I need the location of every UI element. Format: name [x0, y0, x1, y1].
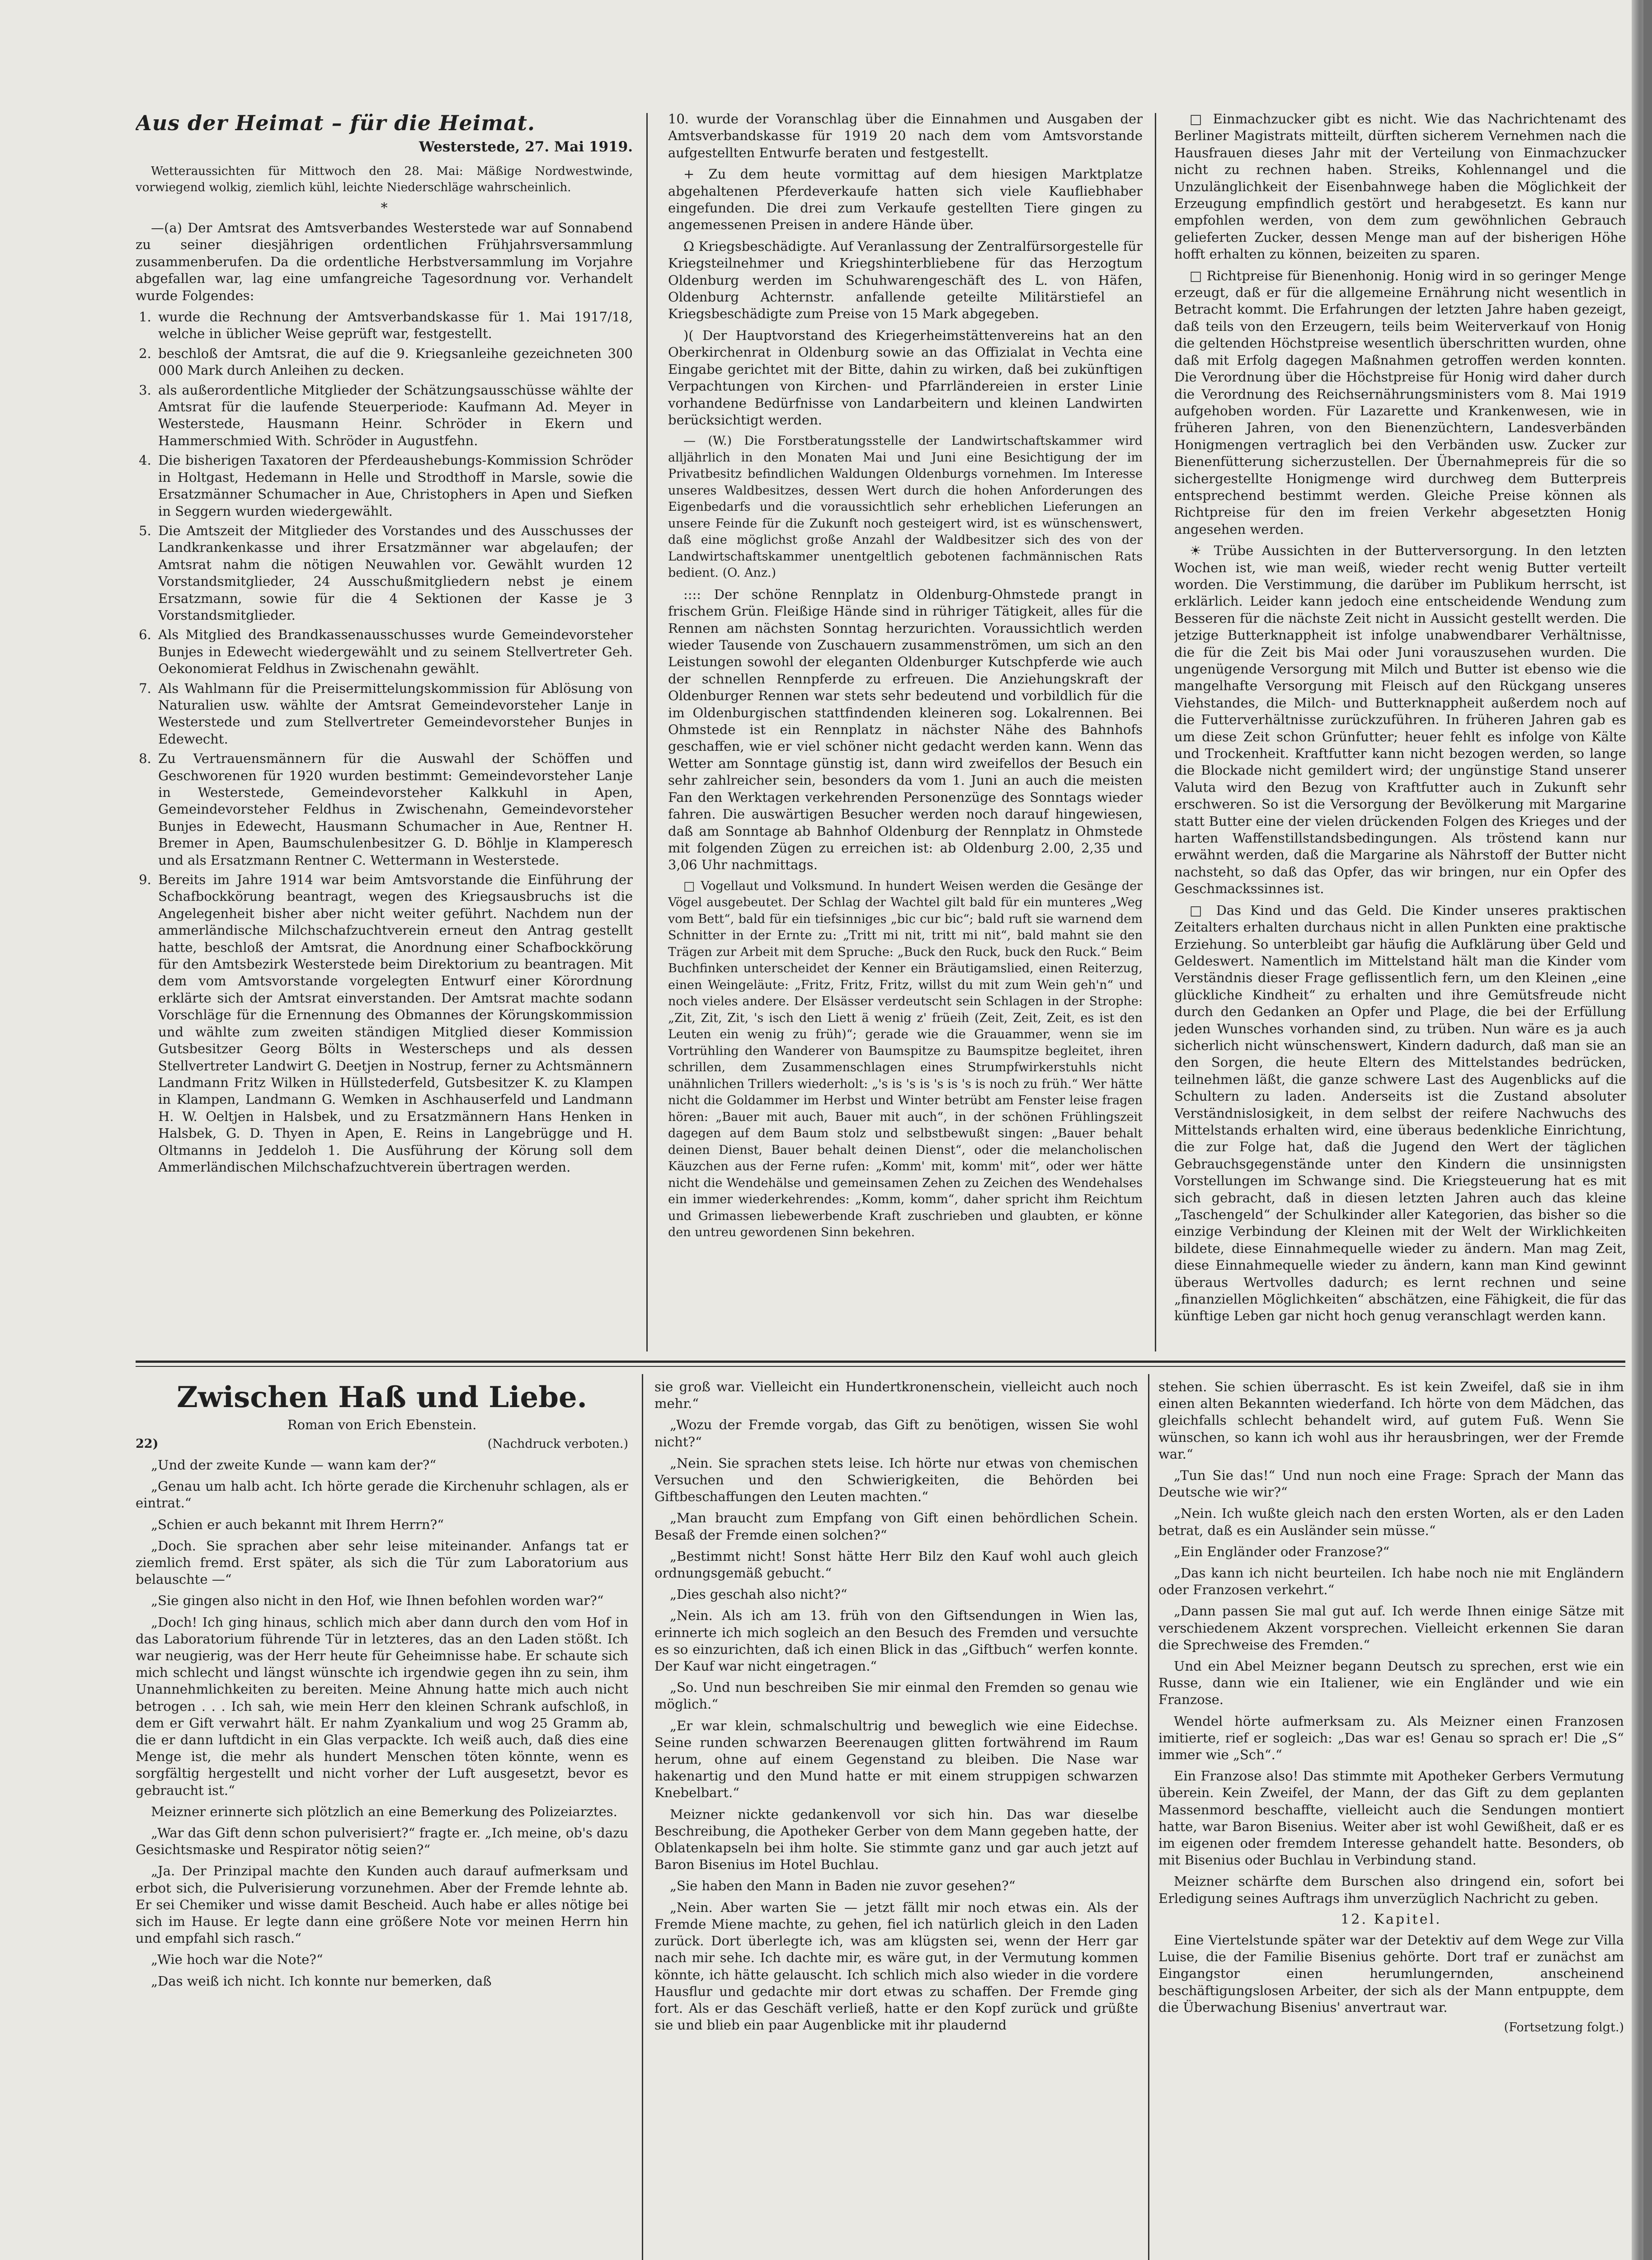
story-paragraph: „Tun Sie das!“ Und nun noch eine Frage: Sprach der Mann das Deutsche wie wir?“ — [1158, 1468, 1624, 1500]
agenda-item: 3. als außerordentliche Mitglieder der Schätzungsausschüsse wählte der Amtsrat für die laufende Steuerperiode: Kaufmann Ad. Meyer in Westerstede, Hausmann Heinr. Schröder in Ekern und Hammerschmied With. Schröder in Augustfehn. — [155, 382, 633, 450]
column-divider — [646, 113, 648, 1351]
article-butterversorgung: ☀ Trübe Aussichten in der Butterversorgung. In den letzten Wochen ist, wie man weiß, wieder recht wenig Butter verteilt worden. Die Verstimmung, die darüber im Publikum herrscht, ist erklärlich. Leider kann jedoch eine entscheidende Wendung zum Besseren für die nächste Zeit nicht in Aussicht gestellt werden. Die jetzige Butterknappheit ist infolge unabwendbarer Verhältnisse, die für die Zeit bis Mai oder Juni vorauszusehen wurden. Die ungenügende Versorgung mit Milch und Butter ist ebenso wie die mangelhafte Versorgung mit Fleisch auf den Rückgang unseres Viehstandes, die Milch- und Butterknappheit außerdem noch auf die Futterverhältnisse zurückzuführen. In früheren Jahren gab es um diese Zeit schon Grünfutter; heuer fehlt es infolge von Kälte und Trockenheit. Kraftfutter kann nicht bezogen werden, so lange die Blockade nicht gemildert wird; der ungünstige Stand unserer Valuta wird den Bezug von Kraftfutter auch in Zukunft sehr erschweren. So ist die Versorgung der Bevölkerung mit Margarine statt Butter eine der vielen drückenden Folgen des Krieges und der harten Waffenstillstandsbedingungen. Als tröstend kann nur erwähnt werden, daß die Margarine als Nährstoff der Butter nicht nachsteht, so daß das Opfer, das wir bringen, nur ein Opfer des Geschmackssinnes ist. — [1174, 543, 1626, 897]
story-paragraph: „Bestimmt nicht! Sonst hätte Herr Bilz den Kauf wohl auch gleich ordnungsgemäß gebucht.“ — [654, 1548, 1138, 1581]
agenda-item: 7. Als Wahlmann für die Preisermittelungskommission für Ablösung von Naturalien usw. wählte der Amtsrat Gemeindevorsteher Lanje in Westerstede und zum Stellvertreter Gemeindevorsteher Bunjes in Edewecht. — [155, 680, 633, 748]
story-paragraph: „So. Und nun beschreiben Sie mir einmal den Fremden so genau wie möglich.“ — [654, 1680, 1138, 1712]
story-paragraph: „Ja. Der Prinzipal machte den Kunden auch darauf aufmerksam und erbot sich, die Pulverisierung vorzunehmen. Aber der Fremde lehnte ab. Er sei Chemiker und wisse damit Bescheid. Auch habe er alles nötige bei sich im Hause. Er legte dann eine größere Note vor meinen Herrn hin und empfahl sich rasch.“ — [136, 1863, 628, 1946]
story-paragraph: Meizner erinnerte sich plötzlich an eine Bemerkung des Polizeiarztes. — [151, 1803, 617, 1819]
weather-report: Wetteraussichten für Mittwoch den 28. Mai: Mäßige Nordwestwinde, vorwiegend wolkig, ziemlich kühl, leichte Niederschläge wahrscheinlich. — [136, 165, 633, 194]
agenda-item: 2. beschloß der Amtsrat, die auf die 9. Kriegsanleihe gezeichneten 300 000 Mark durch Anleihen zu decken. — [155, 345, 633, 379]
article-bienenhonig: □ Richtpreise für Bienenhonig. Honig wird in so geringer Menge erzeugt, daß er für die allgemeine Ernährung nicht wesentlich in Betracht kommt. Die Erfahrungen der letzten Jahre haben gezeigt, daß teils von den Erzeugern, teils beim Weiterverkauf von Honig die geltenden Höchstpreise wesentlich überschritten wurden, ohne daß mit Erfolg dagegen Maßnahmen getroffen werden konnten. Die Verordnung über die Höchstpreise für Honig wird daher durch die Verordnung des Reichsernährungsministers vom 8. Mai 1919 aufgehoben worden. Für Lazarette und Krankenwesen, wie in früheren Jahren, von den Bienenzüchtern, Landesverbänden Honigmengen vertraglich bei den Verbänden usw. Zucker zur Bienenfütterung sicherzustellen. Der Übernahmepreis für die so sichergestellte Honigmenge wird durchweg dem Butterpreis entsprechend bestimmt werden. Gleiche Preise können als Richtpreise für den im freien Verkehr abgesetzten Honig angesehen werden. — [1174, 268, 1626, 537]
story-paragraph: „Sie gingen also nicht in den Hof, wie Ihnen befohlen worden war?“ — [151, 1593, 604, 1609]
story-paragraph: Eine Viertelstunde später war der Detektiv auf dem Wege zur Villa Luise, die der Familie Bisenius gehörte. Dort traf er zunächst am Eingangstor einen herumlungernden, anscheinend beschäftigungslosen Arbeiter, der sich als der Mann entpuppte, dem die Überwachung Bisenius' anvertraut war. — [1158, 1932, 1624, 2015]
story-paragraph: „Genau um halb acht. Ich hörte gerade die Kirchenuhr schlagen, als er eintrat.“ — [136, 1478, 628, 1511]
amtsrat-intro: —(a) Der Amtsrat des Amtsverbandes Westerstede war auf Sonnabend zu seiner diesjährigen ordentlichen Frühjahrsversammlung zusammenberufen. Da die ordentliche Herbstversammlung im Vorjahre abgefallen war, lag eine umfangreiche Tagesordnung vor. Verhandelt wurde Folgendes: — [136, 220, 633, 303]
story-paragraph: Wendel hörte aufmerksam zu. Als Meizner einen Franzosen imitierte, rief er sogleich: „Das war es! Genau so sprach er! Die „S“ immer wie „Sch“.“ — [1158, 1713, 1624, 1763]
story-title: Zwischen Haß und Liebe. — [177, 1380, 587, 1414]
story-author: Roman von Erich Ebenstein. — [287, 1417, 477, 1432]
story-paragraph: Ein Franzose also! Das stimmte mit Apotheker Gerbers Vermutung überein. Kein Zweifel, der Mann, der das Gift zu dem geplanten Massenmord beschaffte, vielleicht auch die Sendungen montiert hatte, war Baron Bisenius. Weiter aber ist wohl Gewißheit, daß er es im eigenen oder fremdem Interesse gehandelt hatte. Besonders, ob mit Bisenius oder Buchlau in Verbindung stand. — [1158, 1768, 1624, 1868]
article-vogellaut: □ Vogellaut und Volksmund. In hundert Weisen werden die Gesänge der Vögel ausgebeutet. Der Schlag der Wachtel gilt bald für ein munteres „Weg vom Bett“, bald für ein tiefsinniges „bic cur bic“; bald ruft sie warnend dem Schnitter in der Ernte zu: „Tritt mi nit, tritt mi nit“, bald mahnt sie den Trägen zur Arbeit mit dem Spruche: „Buck den Ruck, buck den Ruck.“ Beim Buchfinken unterscheidet der Kenner ein Bräutigamslied, einen Reiterzug, einen Weingeläute: „Fritz, Fritz, Fritz, willst du mit zum Wein geh'n“ und noch vieles andere. Der Elsässer verdeutscht sein Schlagen in der Strophe: „Zit, Zit, Zit, 's isch den Liett ä wenig z' früeih (Zeit, Zeit, Zeit, es ist den Leuten ein wenig zu früh)“; gerade wie die Grauammer, wenn sie im Vortrühling den Wanderer von Baumspitze zu Baumspitze begleitet, ihren schrillen, dem Zusammenschlagen eines Strumpfwirkerstuhls nicht unähnlichen Trillers wiederholt: „'s is 's is 's is 's is noch zu früh.“ Wer hätte nicht die Goldammer im Herbst und Winter betrübt am Fenster leise fragen hören: „Bauer mit auch, Bauer mit auch“, in der schönen Frühlingszeit dagegen auf dem Baum stolz und selbstbewußt singen: „Bauer behalt deinen Dienst, Bauer behalt deinen Dienst“, oder die melancholischen Käuzchen aus der Ferne rufen: „Komm' mit, komm' mit“, oder wer hätte nicht die Wendehälse und gemeinsamen Zehen zu Zeichen des Wendehalses ein immer wiederkehrendes: „Komm, komm“, daher spricht ihm Reichtum und Grimassen liebewerbende Kraft zuschrieben und glaubten, er könne den untreu gewordenen Sinn bekehren. — [668, 879, 1143, 1240]
story-paragraph: „Wozu der Fremde vorgab, das Gift zu benötigen, wissen Sie wohl nicht?“ — [654, 1417, 1138, 1450]
column-news-3 — [1174, 111, 1626, 1358]
agenda-item: 4. Die bisherigen Taxatoren der Pferdeaushebungs-Kommission Schröder in Holtgast, Hedemann in Helle und Strodthoff in Marsle, sowie die Ersatzmänner Schumacher in Aue, Christophers in Apen und Siefken in Seggern wurden wiedergewählt. — [155, 452, 633, 520]
agenda-item: 5. Die Amtszeit der Mitglieder des Vorstandes und des Ausschusses der Landkrankenkasse und ihrer Ersatzmänner war abgelaufen; der Amtsrat nahm die nötigen Neuwahlen vor. Gewählt wurden 12 Vorstandsmitglieder, 24 Ausschußmitgliedern nebst je einem Ersatzmann, sowie für die 4 Sektionen der Kasse je 3 Vorstandsmitglieder. — [155, 523, 633, 624]
story-paragraph: Meizner nickte gedankenvoll vor sich hin. Das war dieselbe Beschreibung, die Apotheker Gerber von dem Mann gegeben hatte, der Oblatenkapseln bei ihm holte. Sie stimmte ganz und gar auch jetzt auf Baron Bisenius im Hotel Buchlau. — [654, 1806, 1138, 1873]
agenda-item: 6. Als Mitglied des Brandkassenausschusses wurde Gemeindevorsteher Bunjes in Edewecht wiedergewählt und zu seinem Stellvertreter Geh. Oekonomierat Feldhus in Zwischenahn gewählt. — [155, 626, 633, 677]
story-paragraph: „Nein. Aber warten Sie — jetzt fällt mir noch etwas ein. Als der Fremde Miene machte, zu gehen, fiel ich natürlich gleich in den Laden zurück. Dort überlegte ich, was am klügsten sei, wenn der Herr gar nach mir sehe. Ich dachte mir, es wäre gut, in der Vermutung kommen könnte, ich hätte gelauscht. Ich schlich mich also wieder in die vordere Hausflur und gedachte mir dort etwas zu schaffen. Der Fremde ging fort. Als er das Geschäft verließ, hatte er den Kopf zurück und grüßte sie und blieb ein paar Augenblicke mit ihr plaudernd — [654, 1899, 1138, 2033]
continuation-note: (Fortsetzung folgt.) — [1504, 2020, 1624, 2034]
agenda-list — [136, 309, 633, 1176]
story-paragraph: Meizner schärfte dem Burschen also dringend ein, sofort bei Erledigung seines Auftrags ihm unverzüglich Nachricht zu geben. — [1158, 1874, 1624, 1906]
column-divider — [642, 1374, 643, 2260]
agenda-item-10: 10. wurde der Voranschlag über die Einnahmen und Ausgaben der Amtsverbandskasse für 1919 20 nach dem vom Amtsvorstande aufgestellten Entwurfe beraten und festgestellt. — [668, 111, 1143, 160]
story-paragraph: „Doch. Sie sprachen aber sehr leise miteinander. Anfangs tat er ziemlich fremd. Erst später, als sich die Tür zum Laboratorium aus belauschte —“ — [136, 1538, 628, 1587]
dateline: Westerstede, 27. Mai 1919. — [419, 139, 633, 155]
story-paragraph: „Und der zweite Kunde — wann kam der?“ — [151, 1457, 437, 1473]
agenda-item: 9. Bereits im Jahre 1914 war beim Amtsvorstande die Einführung der Schafbockkörung beantragt, wegen des Kriegsausbruchs ist die Angelegenheit bisher aber nicht weiter geführt. Nachdem nun der ammerländische Milchschafzuchtverein erneut den Antrag gestellt hatte, beschloß der Amtsrat, die Anordnung einer Schafbockkörung für den Amtsbezirk Westerstede beim Direktorium zu beantragen. Mit dem vom Amtsvorstande vorgelegten Entwurf einer Körordnung erklärte sich der Amtsrat einverstanden. Der Amtsrat machte sodann Vorschläge für die Ernennung des Obmannes der Körungskommission und wählte zum zweiten ständigen Mitglied dieser Kommission Gutsbesitzer Georg Bölts in Westerscheps und als dessen Stellvertreter Landwirt G. Deetjen in Nostrup, ferner zu Achtsmännern Landmann Fritz Wilken in Hüllstederfeld, Gutsbesitzer K. zu Klampen in Klampen, Landmann G. Wemken in Aschhauserfeld und Landmann H. W. Oeltjen in Halsbek, und zu Ersatzmännern Hans Henken in Halsbek, G. D. Thyen in Apen, E. Reins in Langebrügge und H. Oltmanns in Jeddeloh 1. Die Ausführung der Körung soll dem Ammerländischen Milchschafzuchtverein übertragen werden. — [155, 871, 633, 1176]
story-paragraph: „Dann passen Sie mal gut auf. Ich werde Ihnen einige Sätze mit verschiedenem Akzent vorsprechen. Vielleicht erkennen Sie daran die Sprechweise des Fremden.“ — [1158, 1603, 1624, 1653]
story-paragraph: Und ein Abel Meizner begann Deutsch zu sprechen, erst wie ein Russe, dann wie ein Italiener, wie ein Engländer und wie ein Franzose. — [1158, 1658, 1624, 1708]
column-divider — [1155, 113, 1156, 1351]
story-paragraph: „Wie hoch war die Note?“ — [151, 1952, 323, 1968]
story-paragraph: „Doch! Ich ging hinaus, schlich mich aber dann durch den vom Hof in das Laboratorium führende Tür in letzteres, das an den Laden stößt. Ich war neugierig, was der Herr heute für Geheimnisse habe. Er schaute sich mich schlecht und längst wünschte ich irgendwie gegen ihn zu sein, ihm Unannehmlichkeiten zu bereiten. Meine Ahnung hatte mich auch nicht betrogen . . . Ich sah, wie mein Herr den kleinen Schrank aufschloß, in dem er Gift verwahrt hält. Er nahm Zyankalium und wog 25 Gramm ab, die er dann luftdicht in ein Glas verpackte. Ich weiß auch, daß dies eine Menge ist, die mehr als hundert Menschen töten könnte, wenn es sorgfältig hergestellt und nicht vorher der Luft ausgesetzt, bevor es gebraucht ist.“ — [136, 1614, 628, 1798]
column-heimat — [136, 111, 633, 1358]
story-paragraph: „Nein. Sie sprachen stets leise. Ich hörte nur etwas von chemischen Versuchen und den Schwierigkeiten, die Behörden bei Giftbeschaffungen den Leuten machten.“ — [654, 1455, 1138, 1505]
story-paragraph: „Man braucht zum Empfang von Gift einen behördlichen Schein. Besaß der Fremde einen solchen?“ — [654, 1510, 1138, 1543]
story-paragraph: „War das Gift denn schon pulverisiert?“ fragte er. „Ich meine, ob's dazu Gesichtsmaske und Respirator nötig seien?“ — [136, 1825, 628, 1858]
story-column-2 — [654, 1379, 1138, 2260]
article-kind-geld: □ Das Kind und das Geld. Die Kinder unseres praktischen Zeitalters erhalten durchaus nicht in allen Punkten eine praktische Erziehung. So unterbleibt gar häufig die Aufklärung über Geld und Geldeswert. Namentlich im Mittelstand hält man die Kinder vom Verständnis dieser Frage geflissentlich fern, um den Kleinen „eine glückliche Kindheit“ zu erhalten und ihre Gemütsfreude nicht durch den Gedanken an Opfer und Plage, die bei der Erfüllung jeden Wunsches vorhanden sind, zu trüben. Nun wäre es ja auch sicherlich nicht wünschenswert, Kindern dadurch, daß man sie an den Sorgen, die heute Eltern des Mittelstandes bedrücken, teilnehmen läßt, die ganze schwere Last des Augenblicks auf die Schultern zu laden. Anderseits ist die Zustand absoluter Verständnislosigkeit, in dem selbst der reifere Nachwuchs des Mittelstands erhalten wird, eine überaus bedenkliche Einrichtung, die zur Folge hat, daß die Jugend den Wert der täglichen Gebrauchsgegenstände unter den Kindern die unsinnigsten Vorstellungen im Schwange sind. Die Kriegsteuerung hat es mit sich gebracht, daß in diesen letzten Jahren auch das kleine „Taschengeld“ der Schulkinder aller Kategorien, das bisher so die einzige Verbindung der Kleinen mit der Welt der Wirklichkeiten bildete, diese Einnahmequelle wieder zu ändern. Man mag Zeit, diese Einnahmequelle wieder zu ändern, kann man Kind gewinnt überaus Wertvolles dadurch; es lernt rechnen und seine „finanziellen Möglichkeiten“ abschätzen, eine Fähigkeit, die für das künftige Leben gar nicht hoch genug veranschlagt werden kann. — [1174, 902, 1626, 1324]
story-paragraph: „Nein. Ich wußte gleich nach den ersten Worten, als er den Laden betrat, daß es ein Ausländer sein müsse.“ — [1158, 1506, 1624, 1538]
agenda-item: 1. wurde die Rechnung der Amtsverbandskasse für 1. Mai 1917/18, welche in üblicher Weise geprüft war, festgestellt. — [155, 309, 633, 343]
article-kriegerheimstaetten: )( Der Hauptvorstand des Kriegerheimstättenvereins hat an den Oberkirchenrat in Oldenburg sowie an das Offizialat in Vechta eine Eingabe gerichtet mit der Bitte, dahin zu wirken, daß bei zukünftigen Verpachtungen von Kirchen- und Pfarrländereien in erster Linie vorhandene Bedürfnisse von Landarbeitern und kleinen Landwirten berücksichtigt werden. — [668, 327, 1143, 428]
story-paragraph: „Das kann ich nicht beurteilen. Ich habe noch nie mit Engländern oder Franzosen verkehrt.“ — [1158, 1565, 1624, 1598]
article-einmachzucker: □ Einmachzucker gibt es nicht. Wie das Nachrichtenamt des Berliner Magistrats mitteilt, dürften sicherem Vernehmen nach die Hausfrauen dieses Jahr mit der Verteilung von Einmachzucker nicht zu rechnen haben. Streiks, Kohlennangel und die Unzulänglichkeit der Eisenbahnwege haben die Möglichkeit der Erzeugung empfindlich gestört und herabgesetzt. Es kann nur empfohlen werden, von dem zum gewöhnlichen Gebrauch gelieferten Zucker, dessen Menge man auf der bisherigen Höhe hofft erhalten zu können, beizeiten zu sparen. — [1174, 111, 1626, 262]
chapter-heading: 12. Kapitel. — [1341, 1911, 1442, 1927]
story-paragraph: „Nein. Als ich am 13. früh von den Giftsendungen in Wien las, erinnerte ich mich sogleich an den Besuch des Fremden und versuchte es so einzurichten, daß ich einen Blick in das „Giftbuch“ werfen konnte. Der Kauf war nicht eingetragen.“ — [654, 1608, 1138, 1674]
story-paragraph: stehen. Sie schien überrascht. Es ist kein Zweifel, daß sie in ihm einen alten Bekannten wiederfand. Ich hörte von dem Mädchen, das gleichfalls schlecht behandelt wird, auf gutem Fuß. Wenn Sie wünschen, so kann ich wohl aus ihr herausbringen, wer der Fremde war.“ — [1158, 1379, 1624, 1462]
story-paragraph: „Dies geschah also nicht?“ — [670, 1587, 847, 1602]
story-paragraph: „Ein Engländer oder Franzose?“ — [1174, 1544, 1390, 1559]
section-rule-thin — [136, 1366, 1625, 1367]
article-pferdeverkauf: + Zu dem heute vormittag auf dem hiesigen Marktplatze abgehaltenen Pferdeverkaufe hatten sich viele Kaufliebhaber eingefunden. Die drei zum Verkaufe gestellten Tiere gingen zu angemessenen Preisen in andere Hände über. — [668, 166, 1143, 233]
article-kriegsbeschaedigte: Ω Kriegsbeschädigte. Auf Veranlassung der Zentralfürsorgestelle für Kriegsteilnehmer und Kriegshinterbliebene für das Herzogtum Oldenburg werden im Schuhwarengeschäft des L. von Häfen, Oldenburg Achternstr. anfallende geteilte Militärstiefel an Kriegsbeschädigte zum Preise von 15 Mark abgegeben. — [668, 238, 1143, 322]
article-rennplatz: :::: Der schöne Rennplatz in Oldenburg-Ohmstede prangt in frischem Grün. Fleißige Hände sind in rühriger Tätigkeit, alles für die Rennen am nächsten Sonntag herzurichten. Voraussichtlich werden wieder Tausende von Zuschauern zusammenströmen, um sich an den Leistungen sowohl der eleganten Oldenburger Kutschpferde wie auch der schnellen Rennpferde zu erfreuen. Die Anziehungskraft der Oldenburger Rennen war stets sehr bedeutend und vorbildlich für die im Oldenburgischen stattfindenden kleineren sog. Lokalrennen. Bei Ohmstede ist ein Rennplatz in nächster Nähe des Bahnhofs geschaffen, wie er viel schöner nicht gedacht werden kann. Wenn das Wetter am Sonntage günstig ist, dann wird zweifellos der Besuch ein sehr zahlreicher sein, besonders da vom 1. Juni an auch die meisten Fan den Werktagen verkehrenden Personenzüge des Sonntags wieder fahren. Die auswärtigen Besucher werden noch darauf hingewiesen, daß am Sonntage ab Bahnhof Oldenburg der Rennplatz in Ohmstede mit folgenden Zügen zu erreichen ist: ab Oldenburg 2.00, 2,35 und 3,06 Uhr nachmittags. — [668, 586, 1143, 873]
column-divider — [1148, 1374, 1149, 2260]
article-forstberatung: — (W.) Die Forstberatungsstelle der Landwirtschaftskammer wird alljährlich in den Monaten Mai und Juni eine Besichtigung der im Privatbesitz befindlichen Waldungen Oldenburgs vornehmen. Im Interesse unseres Waldbesitzes, dessen Wert durch die hohen Anforderungen des Eigenbedarfs und die voraussichtlich sehr erheblichen Lieferungen an unsere Feinde für die Zukunft noch gesteigert wird, ist es wünschenswert, daß eine möglichst große Anzahl der Waldbesitzer sich des von der Landwirtschaftskammer unentgeltlich gebotenen fachmännischen Rats bedient. (O. Anz.) — [668, 434, 1143, 580]
story-column-1 — [136, 1379, 628, 2260]
story-paragraph: „Schien er auch bekannt mit Ihrem Herrn?“ — [151, 1516, 444, 1532]
copyright-notice: (Nachdruck verboten.) — [487, 1437, 628, 1451]
separator-star: * — [381, 200, 388, 216]
agenda-item: 8. Zu Vertrauensmännern für die Auswahl der Schöffen und Geschworenen für 1920 wurden bestimmt: Gemeindevorsteher Lanje in Westerstede, Gemeindevorsteher Kalkkuhl in Apen, Gemeindevorsteher Feldhus in Zwischenahn, Gemeindevorsteher Bunjes in Edewecht, Hausmann Schumacher in Aue, Rentner H. Bremer in Apen, Baumschulenbesitzer G. D. Böhlje in Klamperesch und als Ersatzmann Rentner C. Wettermann in Westerstede. — [155, 750, 633, 869]
story-paragraph: „Das weiß ich nicht. Ich konnte nur bemerken, daß — [151, 1973, 492, 1989]
column-news-2 — [668, 111, 1143, 1358]
section-title: Aus der Heimat – für die Heimat. — [136, 111, 536, 135]
page-edge-shadow — [1643, 0, 1652, 2260]
story-column-3 — [1158, 1379, 1624, 2260]
story-paragraph: „Sie haben den Mann in Baden nie zuvor gesehen?“ — [670, 1878, 1016, 1894]
section-rule — [136, 1361, 1625, 1363]
installment-number: 22) — [136, 1437, 159, 1451]
story-paragraph: sie groß war. Vielleicht ein Hundertkronenschein, vielleicht auch noch mehr.“ — [654, 1379, 1138, 1412]
story-paragraph: „Er war klein, schmalschultrig und beweglich wie eine Eidechse. Seine runden schwarzen Beerenaugen glitten fortwährend im Raum herum, ohne auf einem Gegenstand zu bleiben. Die Nase war hakenartig und den Mund hatte er mit einem struppigen schwarzen Knebelbart.“ — [654, 1718, 1138, 1801]
